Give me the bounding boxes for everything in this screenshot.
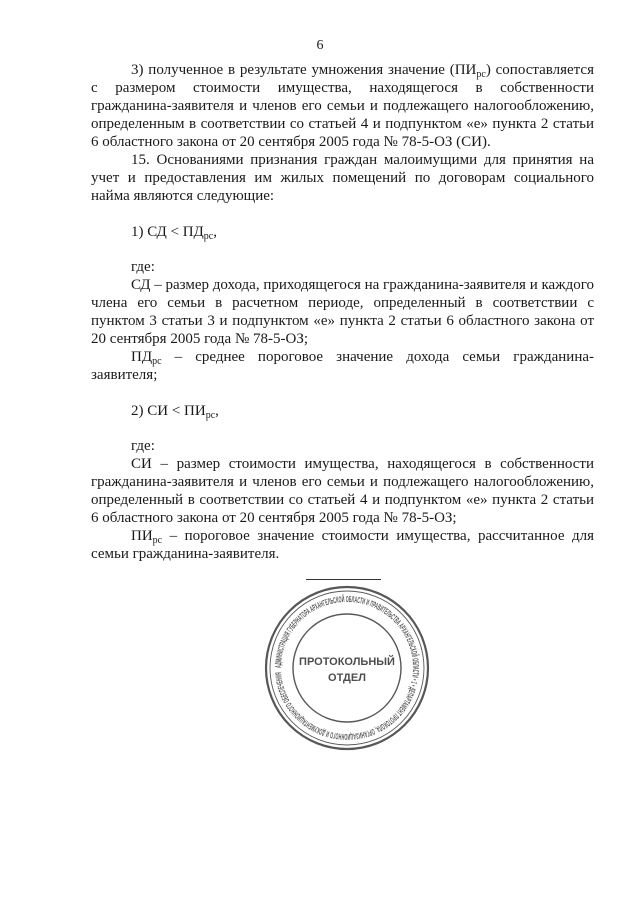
paragraph-item-3-rest: ) сопоставляется с размером стоимости имущества, находящегося в собственности гражданина-заявителя и членов его семьи и подлежащего налогообложению, определенным в соответствии со статьей 4 и подпунктом «е» пункта 2 статьи 6 областного закона от 20 сентября 2005 года № 78-5-ОЗ (СИ). <box>91 62 594 150</box>
definition-pi-symbol: ПИ <box>131 528 153 544</box>
definition-pi <box>91 527 594 563</box>
subscript-rs: рс <box>152 535 163 546</box>
seal-ring-text: АДМИНИСТРАЦИЯ ГУБЕРНАТОРА АРХАНГЕЛЬСКОЙ ОБЛАСТИ И ПРАВИТЕЛЬСТВА АРХАНГЕЛЬСКОЙ ОБЛАСТИ • 1 • ДЕПАРТАМЕНТ ПРОТОКОЛА, ОРГАНИЗАЦИОННОГО И ДОКУМЕНТАЦИОННОГО ОБЕСПЕЧЕНИЯ <box>272 593 422 743</box>
formula-1-lead: 1) СД < ПД <box>131 224 204 240</box>
formula-2 <box>91 402 594 420</box>
paragraph-item-3-text: 3) полученное в результате умножения значение (ПИ <box>131 62 477 78</box>
where-label-1: где: <box>131 259 155 275</box>
formula-1-tail: , <box>213 224 217 240</box>
official-seal-icon <box>262 583 432 753</box>
document-body <box>91 61 594 563</box>
formula-2-tail: , <box>215 403 219 419</box>
paragraph-15: 15. Основаниями признания граждан малоимущими для принятия на учет и предоставления им жилых помещений по договорам социального найма являются следующие: <box>91 152 594 204</box>
seal-center-line-1: ПРОТОКОЛЬНЫЙ <box>299 656 395 668</box>
subscript-rs: рс <box>205 410 216 421</box>
subscript-rs: рс <box>476 69 486 80</box>
where-label-2: где: <box>131 438 155 454</box>
definition-pi-text: – пороговое значение стоимости имущества, рассчитанное для семьи гражданина-заявителя. <box>91 528 594 562</box>
definition-pd-symbol: ПД <box>131 349 153 365</box>
formula-2-lead: 2) СИ < ПИ <box>131 403 206 419</box>
subscript-rs: рс <box>203 231 214 242</box>
formula-1 <box>91 223 594 241</box>
paragraph-item-3 <box>91 61 594 151</box>
page-number: 6 <box>316 38 324 53</box>
definition-pd-text: – среднее пороговое значение дохода семьи гражданина-заявителя; <box>91 349 594 383</box>
separator-line <box>306 579 381 580</box>
definition-si: СИ – размер стоимости имущества, находящегося в собственности гражданина-заявителя и членов его семьи и подлежащего налогообложению, определенный в соответствии со статьей 4 и подпунктом «е» пункта 2 статьи 6 областного закона от 20 сентября 2005 года № 78-5-ОЗ; <box>91 456 594 526</box>
subscript-rs: рс <box>152 356 162 367</box>
seal-center-line-2: ОТДЕЛ <box>328 672 366 684</box>
definition-pd <box>91 348 594 384</box>
definition-sd: СД – размер дохода, приходящегося на гражданина-заявителя и каждого члена его семьи в расчетном периоде, определенный в соответствии с пунктом 3 статьи 3 и подпунктом «е» пункта 2 статьи 6 областного закона от 20 сентября 2005 года № 78-5-ОЗ; <box>91 277 594 347</box>
